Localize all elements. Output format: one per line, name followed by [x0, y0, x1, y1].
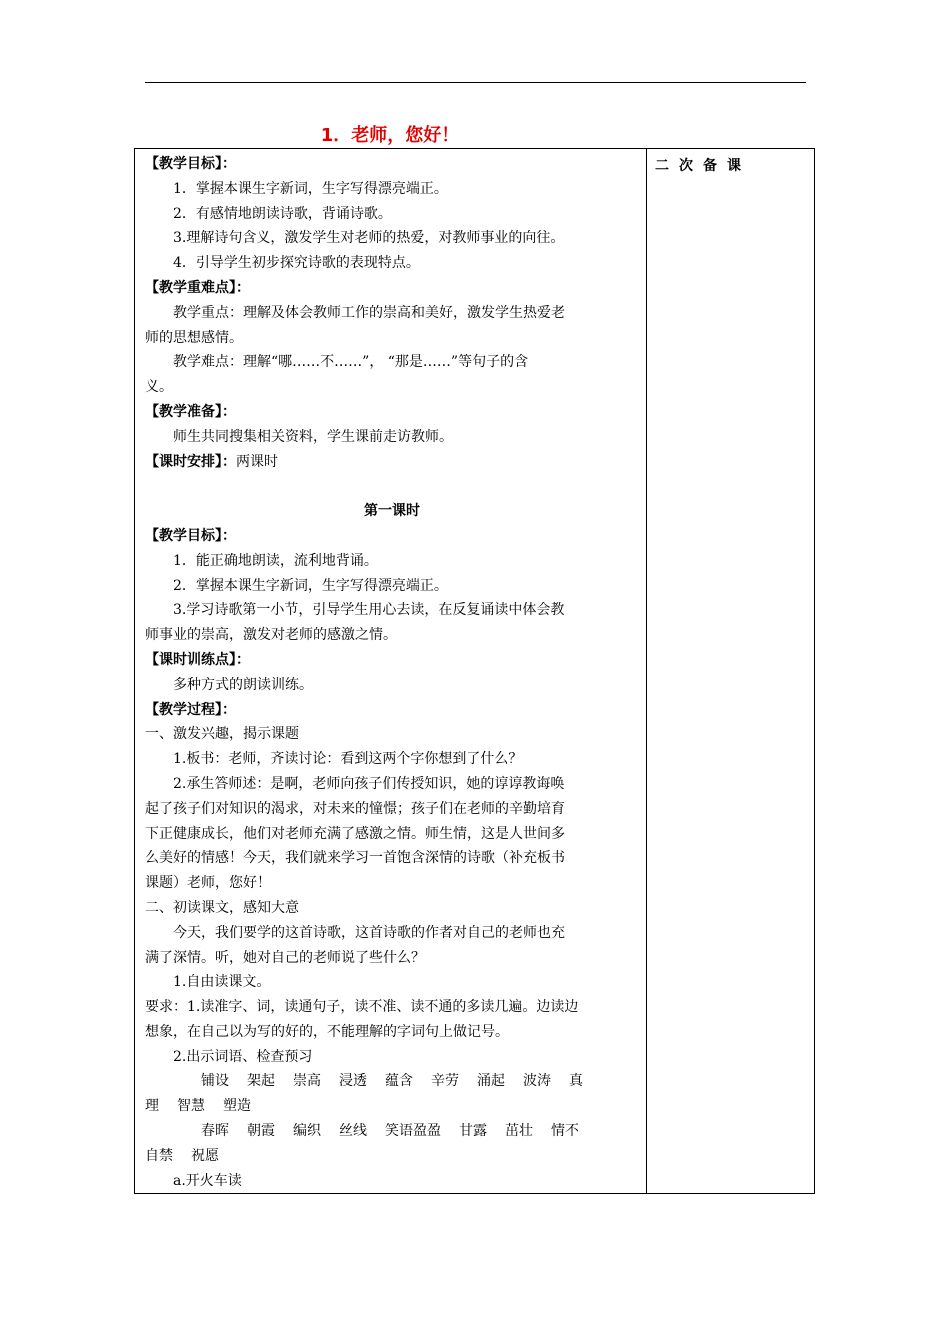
vocab-word: 祝愿: [191, 1147, 219, 1164]
schedule-heading: 【课时安排】：: [145, 453, 236, 470]
vocab-word: 情不: [551, 1123, 579, 1140]
prep-heading: 【教学准备】：: [145, 403, 236, 420]
vocab-word: 浸透: [339, 1073, 367, 1090]
vocab-word: 辛劳: [431, 1073, 459, 1090]
goals-heading: 【教学目标】：: [145, 156, 236, 172]
vocab-row-cont: [145, 1144, 639, 1169]
process-line: 1.自由读课文。: [173, 974, 271, 991]
vocab-word: 崇高: [293, 1073, 321, 1090]
process-line: 下正健康成长，他们对老师充满了感激之情。师生情，这是人世间多: [145, 825, 565, 842]
process-line: 2.出示词语、检查预习: [173, 1048, 313, 1065]
goal-item: 1．掌握本课生字新词，生字写得漂亮端正。: [173, 180, 448, 197]
secondary-prep-header: 二次备课: [655, 158, 751, 174]
process-heading: 【教学过程】：: [145, 701, 236, 718]
vocab-word: 波涛: [523, 1073, 551, 1090]
process-line: 起了孩子们对知识的渴求，对未来的憧憬；孩子们在老师的辛勤培育: [145, 800, 565, 817]
goal-item: 4．引导学生初步探究诗歌的表现特点。: [173, 255, 420, 272]
vocab-word: 笑语盈盈: [385, 1123, 441, 1140]
vocab-word: 架起: [247, 1073, 275, 1090]
prep-text: 师生共同搜集相关资料，学生课前走访教师。: [173, 428, 453, 445]
key-points-heading: 【教学重难点】：: [145, 279, 250, 296]
lesson1-title: 第一课时: [364, 503, 420, 520]
process-lines: [145, 722, 639, 1069]
vocab-word: 理: [145, 1098, 159, 1115]
difficult-point: 教学难点：理解“哪……不……”， “那是……”等句子的含: [173, 354, 529, 371]
page-title: 1．老师，您好！: [320, 125, 460, 146]
goal-item: 3.理解诗句含义，激发学生对老师的热爱，对教师事业的向往。: [173, 230, 565, 247]
process-line: 2.承生答师述：是啊，老师向孩子们传授知识，她的谆谆教诲唤: [173, 775, 565, 792]
lesson1-goal: 1．能正确地朗读，流利地背诵。: [173, 552, 378, 569]
process-line: 么美好的情感！今天，我们就来学习一首饱含深情的诗歌（补充板书: [145, 850, 565, 867]
process-line: 今天，我们要学的这首诗歌，这首诗歌的作者对自己的老师也充: [173, 924, 565, 941]
vocab-word: 蕴含: [385, 1073, 413, 1090]
vocab-word: 塑造: [223, 1098, 251, 1115]
vocab-word: 丝线: [339, 1123, 367, 1140]
activity-line: a.开火车读: [173, 1172, 242, 1189]
lesson-content: [145, 152, 639, 1193]
vocab-word: 自禁: [145, 1147, 173, 1164]
process-line: 1.板书：老师，齐读讨论：看到这两个字你想到了什么？: [173, 751, 523, 768]
lesson1-goal-cont: 师事业的崇高，激发对老师的感激之情。: [145, 627, 397, 644]
difficult-point-cont: 义。: [145, 379, 173, 396]
vocab-row: [145, 1119, 639, 1144]
vocab-word: 铺设: [201, 1073, 229, 1090]
vocab-word: 朝霞: [247, 1123, 275, 1140]
process-line: 满了深情。听，她对自己的老师说了些什么？: [145, 949, 425, 966]
vocab-word: 真: [569, 1073, 583, 1090]
lesson1-goals-heading: 【教学目标】：: [145, 527, 236, 544]
vocab-row-cont: [145, 1094, 639, 1119]
schedule-text: 两课时: [236, 453, 278, 470]
process-line: 二、初读课文，感知大意: [145, 899, 299, 916]
vocab-word: 春晖: [201, 1123, 229, 1140]
header-rule: [145, 82, 806, 83]
vocab-word: 编织: [293, 1123, 321, 1140]
column-divider: [646, 149, 647, 1193]
key-point: 教学重点：理解及体会教师工作的崇高和美好，激发学生热爱老: [173, 304, 565, 321]
process-line: 想象，在自己以为写的好的，不能理解的字词句上做记号。: [145, 1023, 509, 1040]
training-text: 多种方式的朗读训练。: [173, 676, 313, 693]
schedule-line: [145, 450, 639, 475]
process-line: 课题）老师，您好！: [145, 875, 271, 892]
vocab-word: 甘露: [459, 1123, 487, 1140]
process-line: 要求：1.读准字、词，读通句子，读不准、读不通的多读几遍。边读边: [145, 999, 579, 1016]
lesson1-goal: 3.学习诗歌第一小节，引导学生用心去读，在反复诵读中体会教: [173, 602, 565, 619]
lesson-plan-table: [134, 148, 815, 1194]
vocab-word: 智慧: [177, 1098, 205, 1115]
training-heading: 【课时训练点】：: [145, 651, 250, 668]
spacer: [145, 474, 639, 499]
key-point-cont: 师的思想感情。: [145, 329, 243, 346]
goal-item: 2．有感情地朗读诗歌，背诵诗歌。: [173, 205, 392, 222]
process-line: 一、激发兴趣，揭示课题: [145, 726, 299, 743]
vocab-row: [145, 1069, 639, 1094]
lesson1-goal: 2．掌握本课生字新词，生字写得漂亮端正。: [173, 577, 448, 594]
vocab-word: 涌起: [477, 1073, 505, 1090]
vocab-word: 茁壮: [505, 1123, 533, 1140]
